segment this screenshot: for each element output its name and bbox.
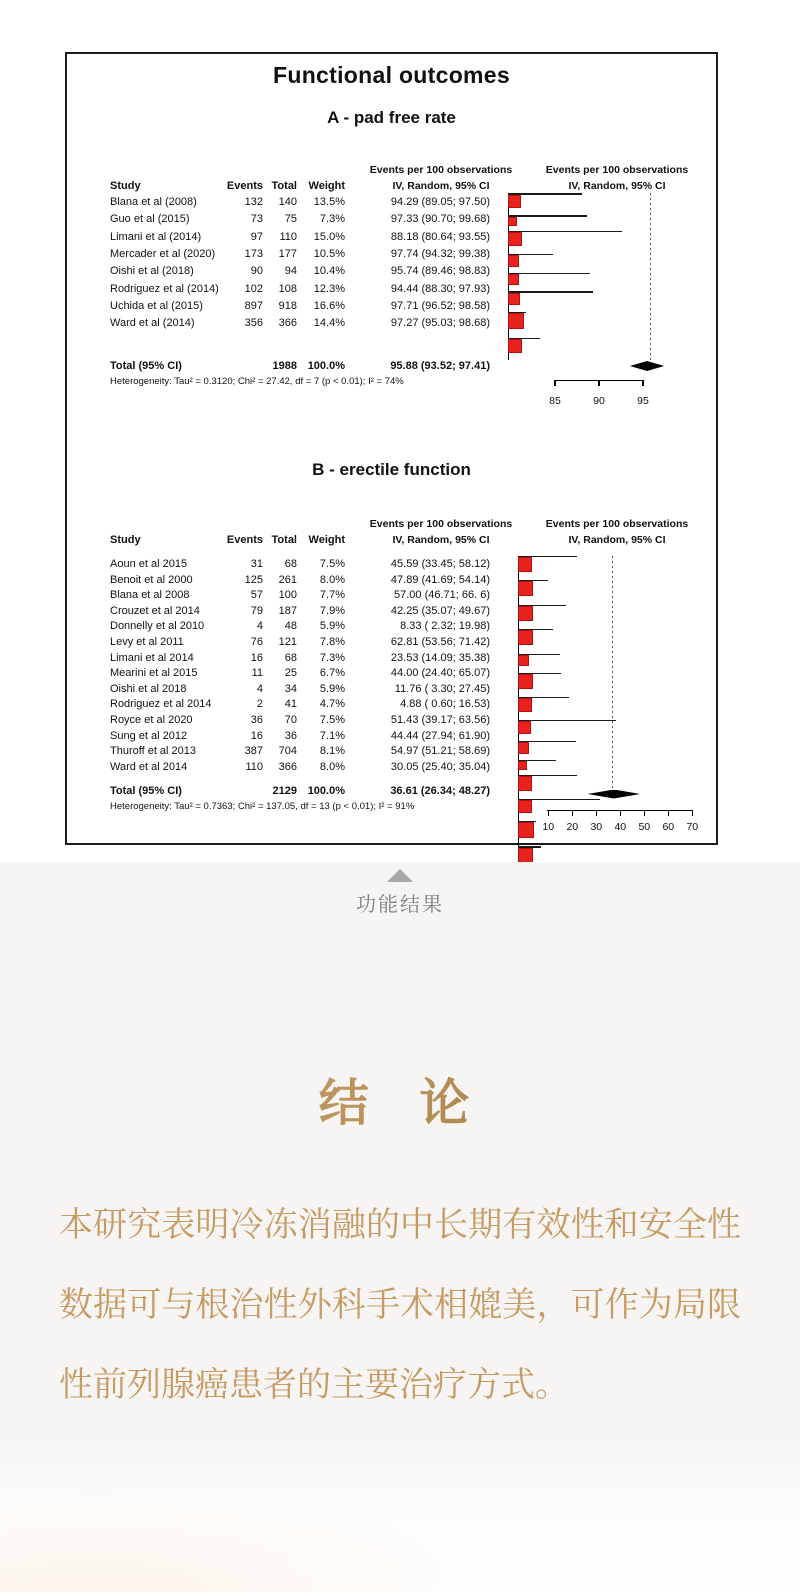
table-row [110,681,490,697]
cell-weight: 14.4% [313,317,345,330]
cell-total: 94 [284,265,297,278]
cell-ci: 4.88 ( 0.60; 16.53) [400,698,490,711]
point-estimate-tick [518,645,519,653]
forest-square [518,630,533,645]
cell-total: 366 [278,317,297,330]
table-row [110,556,490,572]
cell-ci: 30.05 (25.40; 35.04) [390,760,490,773]
cell-ci: 88.18 (80.64; 93.55) [390,230,490,243]
x-axis-tick [572,810,573,816]
cell-events: 16 [250,729,263,742]
cell-events: Events [226,180,263,192]
cell-events: 173 [244,247,263,260]
point-estimate-tick [508,353,509,361]
x-axis-tick-label: 40 [614,821,627,833]
cell-weight: 100.0% [307,785,345,797]
cell-study: Mearini et al 2015 [110,667,198,680]
cell-events: 16 [250,651,263,664]
plot-column-header: Events per 100 observations [545,518,689,530]
cell-total: 121 [278,635,297,648]
cell-total: Total [271,534,297,546]
panel-subtitle: A - pad free rate [327,108,456,127]
x-axis-tick-label: 85 [549,395,561,407]
table-row [110,634,490,650]
figure-caption: 功能结果 [356,894,444,916]
cell-ci: 97.33 (90.70; 99.68) [390,213,490,226]
cell-study: Aoun et al 2015 [110,557,188,570]
point-estimate-tick [518,621,519,629]
forest-plot-figure [65,52,718,845]
cell-study: Ward et al (2014) [110,317,195,330]
cell-ci: 54.97 (51.21; 58.69) [390,745,490,758]
cell-ci: 95.74 (89.46; 98.83) [390,265,490,278]
cell-study: Rodriguez et al 2014 [110,698,212,711]
forest-square [518,742,529,753]
cell-total: 48 [284,620,297,633]
cell-ci: 44.00 (24.40; 65.07) [390,667,490,680]
cell-events: 76 [250,635,263,648]
x-axis-tick-label: 90 [593,395,605,407]
cell-study: Study [110,180,141,192]
cell-ci: 51.43 (39.17; 63.56) [390,713,490,726]
cell-total: 261 [278,573,297,586]
conclusion-title: 结 论 [0,1072,800,1134]
cell-study: Donnelly et al 2010 [110,620,205,633]
conclusion-line: 性前列腺癌患者的主要治疗方式。 [59,1366,569,1404]
cell-study: Sung et al 2012 [110,729,188,742]
forest-square [518,655,529,666]
cell-weight: 7.3% [319,213,345,226]
cell-total: 100 [278,589,297,602]
table-header-row [110,533,490,547]
heterogeneity-note: Heterogeneity: Tau² = 0.3120; Chi² = 27.42, df = 7 (p < 0.01); I² = 74% [110,376,404,387]
cell-weight: 8.1% [319,745,345,758]
point-estimate-tick [518,734,519,741]
cell-study: Levy et al 2011 [110,635,184,648]
cell-events: 4 [256,620,263,633]
cell-events: 73 [250,213,263,226]
cell-events: 36 [250,713,263,726]
x-axis-tick [596,810,597,816]
cell-total: 108 [278,282,297,295]
plot-column-header: Events per 100 observations [545,164,689,176]
point-estimate-tick [518,838,519,847]
cell-events: 11 [251,667,263,680]
cell-study: Uchida et al (2015) [110,299,203,312]
pooled-diamond [630,361,664,371]
x-axis-tick-label: 30 [590,821,603,833]
table-row [110,193,490,210]
point-estimate-tick [518,572,519,580]
x-axis-tick-label: 70 [686,821,699,833]
cell-ci: 8.33 ( 2.32; 19.98) [400,620,490,633]
table-row [110,211,490,228]
cell-weight: 7.1% [319,729,345,742]
table-row [110,650,490,666]
pooled-estimate-line [612,556,613,789]
bottom-fade [0,1440,800,1592]
table-header-row [110,179,490,193]
cell-events: 102 [244,282,263,295]
cell-weight: 6.7% [319,667,345,680]
forest-square [508,217,517,226]
table-row [110,587,490,603]
table-row [110,297,490,314]
table-row [110,743,490,759]
x-axis-tick-label: 10 [542,821,555,833]
cell-study: Royce et al 2020 [110,713,193,726]
point-estimate-tick [518,689,519,697]
x-axis-tick [554,380,555,386]
forest-plot-area [518,556,714,774]
conclusion-line: 数据可与根治性外科手术相媲美，可作为局限 [59,1286,741,1324]
cell-ci: 95.88 (93.52; 97.41) [390,360,490,372]
cell-weight: 13.5% [313,196,345,209]
cell-total: 34 [284,682,297,695]
forest-square [508,255,519,266]
cell-events: 387 [244,745,263,758]
cell-total: 366 [278,760,297,773]
forest-square [518,606,533,621]
cell-events: 97 [250,230,263,243]
cell-ci: 44.44 (27.94; 61.90) [390,729,490,742]
cell-events: 356 [244,317,263,330]
point-estimate-tick [518,712,519,720]
x-axis-tick [620,810,621,816]
cell-events: 132 [244,196,263,209]
forest-square [508,293,520,305]
cell-study: Oishi et al 2018 [110,682,187,695]
forest-square [518,698,532,712]
cell-total: 187 [278,604,297,617]
cell-weight: 7.3% [319,651,345,664]
point-estimate-tick [508,208,509,215]
cell-weight: Weight [308,534,345,546]
cell-events: 125 [244,573,263,586]
table-row [110,314,490,331]
forest-square [518,848,533,863]
point-estimate-tick [518,813,519,821]
cell-weight: Weight [308,180,345,192]
cell-weight: 4.7% [319,698,345,711]
ci-line [508,231,622,232]
x-axis-tick [642,380,643,386]
point-estimate-tick [508,329,509,338]
x-axis-tick [548,810,549,816]
table-row [110,665,490,681]
cell-total: 918 [278,299,297,312]
cell-study: Guo et al (2015) [110,213,190,226]
cell-events: 90 [250,265,263,278]
cell-study: Blana et al (2008) [110,196,197,209]
x-axis-tick-label: 95 [637,395,649,407]
table-row [110,228,490,245]
table-row [110,603,490,619]
table-row [110,263,490,280]
cell-ci: 94.29 (89.05; 97.50) [390,196,490,209]
ci-line [518,720,616,721]
panel-subtitle: B - erectile function [312,460,471,479]
forest-square [518,721,531,734]
forest-square [508,313,524,329]
forest-square [518,761,527,770]
cell-total: 704 [278,745,297,758]
forest-square [518,800,532,814]
cell-weight: 7.5% [319,713,345,726]
x-axis-tick [668,810,669,816]
cell-ci: 36.61 (26.34; 48.27) [390,785,490,797]
cell-total: 177 [278,247,297,260]
cell-weight: 16.6% [313,299,345,312]
pooled-diamond [588,790,641,799]
x-axis-tick-label: 20 [566,821,579,833]
cell-ci: 42.25 (35.07; 49.67) [390,604,490,617]
table-row [110,245,490,262]
cell-study: Mercader et al (2020) [110,247,216,260]
x-axis-tick-label: 50 [638,821,651,833]
forest-square [508,232,522,246]
cell-ci: 97.71 (96.52; 98.58) [390,299,490,312]
cell-weight: 15.0% [313,230,345,243]
cell-weight: 5.9% [319,620,345,633]
cell-total: 75 [284,213,297,226]
table-row [110,728,490,744]
ci-line [508,273,590,274]
cell-total: 110 [279,230,297,243]
cell-ci: 47.89 (41.69; 54.14) [390,573,490,586]
cell-events: Events [226,534,263,546]
forest-square [508,339,522,353]
plot-column-subheader: IV, Random, 95% CI [568,534,666,546]
table-row [110,697,490,713]
cell-events: 57 [250,589,263,602]
ci-line [508,215,587,216]
cell-total: 140 [278,196,297,209]
cell-weight: 10.5% [313,247,345,260]
cell-total: 68 [284,651,297,664]
point-estimate-tick [508,305,509,312]
cell-study: Limani et al (2014) [110,230,202,243]
cell-weight: 100.0% [307,360,345,372]
x-axis-tick [692,810,693,816]
point-estimate-tick [518,791,519,799]
pooled-estimate-line [650,193,651,361]
cell-total: 70 [284,713,297,726]
point-estimate-tick [508,246,509,254]
table-row [110,759,490,775]
cell-total: 1988 [272,360,297,372]
cell-weight: 7.9% [319,604,345,617]
cell-study: Limani et al 2014 [110,651,194,664]
cell-ci: 97.74 (94.32; 99.38) [390,247,490,260]
point-estimate-tick [518,596,519,605]
cell-total: 36 [284,729,297,742]
forest-square [508,274,519,285]
triangle-up-icon [387,869,413,882]
forest-plot-area [508,193,704,331]
ci-column-header: Events per 100 observations [369,164,513,176]
cell-weight: 10.4% [313,265,345,278]
cell-events: 897 [244,299,263,312]
cell-total: 25 [284,667,297,680]
forest-square [518,776,532,790]
cell-study: Rodriguez et al (2014) [110,282,219,295]
ci-line [508,291,593,292]
cell-weight: 7.5% [319,557,345,570]
forest-square [518,674,533,689]
cell-weight: 8.0% [319,760,345,773]
cell-events: 79 [250,604,263,617]
heterogeneity-note: Heterogeneity: Tau² = 0.7363; Chi² = 137.05, df = 13 (p < 0.01); I² = 91% [110,801,415,812]
x-axis-tick [644,810,645,816]
forest-square [508,195,521,208]
cell-ci: 11.76 ( 3.30; 27.45) [394,682,490,695]
table-row [110,572,490,588]
cell-events: 2 [256,698,263,711]
cell-events: 110 [245,760,263,773]
cell-study: Total (95% CI) [110,360,182,372]
cell-total: 2129 [272,785,297,797]
cell-ci: 97.27 (95.03; 98.68) [390,317,490,330]
forest-square [518,822,534,838]
cell-ci: 57.00 (46.71; 66. 6) [393,589,490,602]
plot-column-subheader: IV, Random, 95% CI [568,180,666,192]
total-row [110,783,490,799]
study-table [110,556,490,774]
cell-study: Crouzet et al 2014 [110,604,200,617]
cell-ci: 62.81 (53.56; 71.42) [390,635,490,648]
cell-ci: 94.44 (88.30; 97.93) [390,282,490,295]
cell-weight: 7.7% [319,589,345,602]
figure-title: Functional outcomes [273,62,510,88]
cell-weight: 5.9% [319,682,345,695]
total-row [110,358,490,374]
conclusion-paragraph [59,1185,741,1425]
ci-column-subheader: IV, Random, 95% CI [392,180,490,192]
x-axis-tick [598,380,599,386]
table-row [110,712,490,728]
x-axis-tick-label: 60 [662,821,675,833]
cell-study: Ward et al 2014 [110,760,188,773]
cell-events: 31 [250,557,263,570]
cell-study: Benoit et al 2000 [110,573,193,586]
cell-study: Oishi et al (2018) [110,265,194,278]
cell-weight: 8.0% [319,573,345,586]
conclusion-line: 本研究表明冷冻消融的中长期有效性和安全性 [59,1206,741,1244]
ci-column-header: Events per 100 observations [369,518,513,530]
cell-study: Blana et al 2008 [110,589,190,602]
cell-total: 68 [284,557,297,570]
cell-ci: 45.59 (33.45; 58.12) [390,557,490,570]
forest-square [518,557,532,571]
cell-total: 41 [284,698,297,711]
cell-ci: 23.53 (14.09; 35.38) [390,651,490,664]
cell-study: Total (95% CI) [110,785,182,797]
cell-study: Thuroff et al 2013 [110,745,197,758]
table-row [110,619,490,635]
study-table [110,193,490,331]
cell-weight: 12.3% [313,282,345,295]
cell-study: Study [110,534,141,546]
forest-square [518,581,533,596]
cell-events: 4 [256,682,263,695]
table-row [110,280,490,297]
ci-column-subheader: IV, Random, 95% CI [392,534,490,546]
cell-total: Total [271,180,297,192]
cell-weight: 7.8% [319,635,345,648]
